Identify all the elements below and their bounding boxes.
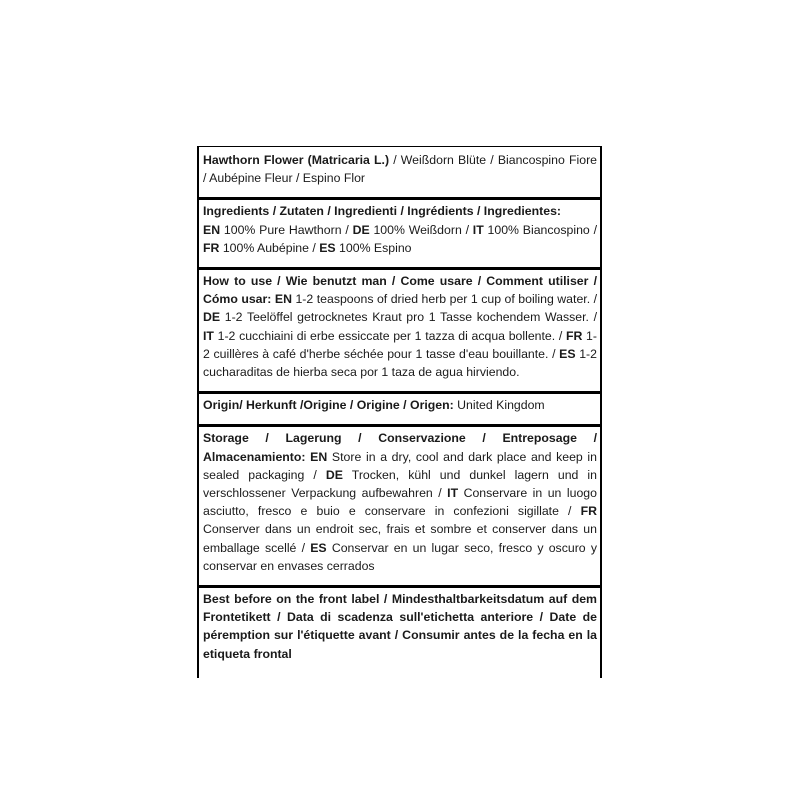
usage-text: 1-2 Teelöffel getrocknetes Kraut pro 1 Tasse kochendem Wasser. / bbox=[220, 310, 597, 325]
product-label bbox=[197, 146, 602, 678]
lang-code: FR bbox=[580, 504, 597, 519]
lang-code: ES bbox=[310, 540, 327, 555]
storage-heading: Storage / Lagerung / Conservazione / Entreposage / Almacenamiento: bbox=[203, 431, 597, 464]
lang-code: FR bbox=[565, 328, 583, 343]
how-to-use-section bbox=[199, 270, 600, 391]
origin-value: United Kingdom bbox=[453, 398, 545, 413]
storage-text: Trocken, kühl und dunkel lagern und in verschlossener Verpackung aufbewahren / bbox=[203, 467, 598, 501]
ingredient-text: 100% Aubépine / bbox=[219, 240, 320, 255]
usage-text: 1-2 teaspoons of dried herb per 1 cup of boiling water. / bbox=[291, 292, 598, 307]
product-name-translations: / Weißdorn Blüte / Biancospino Fiore / Aubépine Fleur / Espino Flor bbox=[203, 153, 597, 186]
product-name: Hawthorn Flower (Matricaria L.) bbox=[203, 153, 390, 167]
storage-text: Conservar en un lugar seco, fresco y oscuro y conservar en envases cerrados bbox=[203, 540, 597, 573]
storage-text: Conservare in un luogo asciutto, fresco e buio e conservare in confezioni sigillate / bbox=[203, 486, 597, 519]
usage-text: 1-2 cucchiaini di erbe essiccate per 1 tazza di acqua bollente. / bbox=[213, 328, 566, 343]
ingredient-text: 100% Weißdorn / bbox=[369, 222, 473, 237]
origin-section bbox=[199, 394, 600, 424]
lang-code: IT bbox=[472, 222, 484, 237]
storage-text: Store in a dry, cool and dark place and keep in sealed packaging / bbox=[203, 449, 598, 482]
ingredient-text: 100% Pure Hawthorn / bbox=[220, 222, 353, 237]
lang-code: EN bbox=[203, 222, 221, 237]
storage-section bbox=[199, 427, 600, 585]
lang-code: IT bbox=[203, 328, 214, 343]
lang-code: EN bbox=[305, 449, 328, 464]
usage-text: 1-2 cuillères à café d'herbe séchée pour 1 tasse d'eau bouillante. / bbox=[203, 328, 597, 361]
ingredients-heading: Ingredients / Zutaten / Ingredienti / Ingrédients / Ingredientes: bbox=[203, 204, 562, 219]
best-before-section bbox=[199, 588, 600, 663]
lang-code: FR bbox=[203, 240, 220, 255]
ingredients-section bbox=[199, 200, 600, 267]
lang-code: DE bbox=[325, 467, 343, 482]
lang-code: ES bbox=[559, 346, 576, 361]
usage-text: 1-2 cucharaditas de hierba seca por 1 taza de agua hirviendo. bbox=[203, 346, 597, 380]
storage-text: Conserver dans un endroit sec, frais et sombre et conserver dans un emballage scellé / bbox=[203, 522, 597, 555]
lang-code: DE bbox=[203, 310, 221, 325]
lang-code: DE bbox=[352, 222, 370, 237]
how-to-use-heading: How to use / Wie benutzt man / Come usare / Comment utiliser / Cómo usar: bbox=[203, 274, 597, 307]
origin-heading: Origin/ Herkunft /Origine / Origine / Origen: bbox=[203, 398, 454, 413]
ingredient-text: 100% Biancospino / bbox=[483, 222, 597, 237]
best-before-heading: Best before on the front label / Mindesthaltbarkeitsdatum auf dem Frontetikett / Data di scadenza sull'etichetta anteriore / Date de péremption sur l'étiquette avant / Consumir antes de la fecha en la etiqueta frontal bbox=[203, 592, 597, 661]
lang-code: EN bbox=[271, 292, 292, 307]
lang-code: ES bbox=[319, 240, 336, 255]
product-title-section bbox=[199, 147, 600, 197]
lang-code: IT bbox=[447, 486, 459, 501]
ingredient-text: 100% Espino bbox=[335, 240, 412, 255]
